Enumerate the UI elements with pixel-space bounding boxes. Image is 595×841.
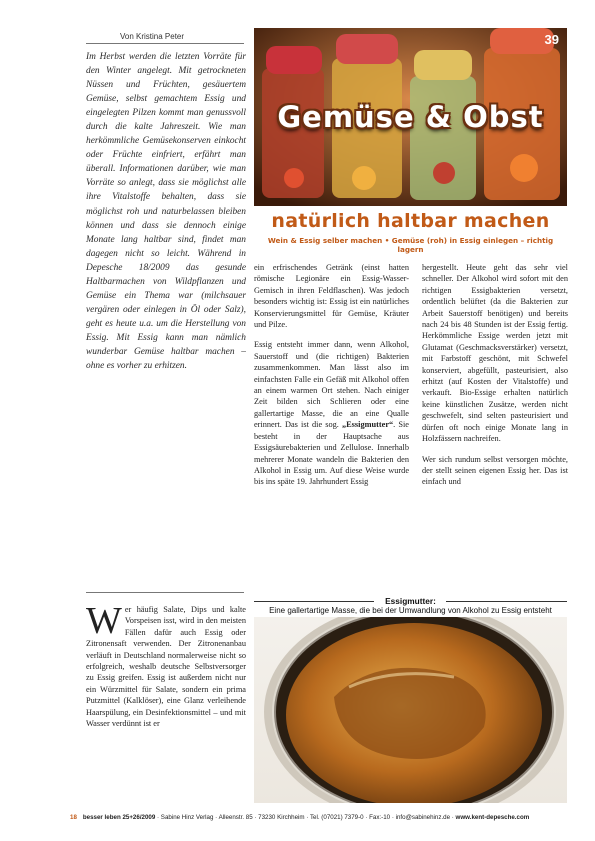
page-footer	[70, 814, 529, 821]
right-paragraph-1: hergestellt. Heute geht das sehr viel schneller. Der Alkohol wird sofort mit den richtigen Essigbakterien versetzt, ordentlich belüftet (da die Bakterien zur Arbeit Sauerstoff benötigen) und bereits nach 24 bis 48 Stunden ist der Essig fertig. Herkömmliche Essige werden jetzt mit Glutamat (Geschmacksverstärker) versetzt, mit Farbstoff geschönt, mit Schwefel konserviert, abgefüllt, pasteurisiert, also erhitzt (auf Kosten der Vitalstoffe) und verkauft. Bio-Essige erhalten natürlich keine künstlichen Zusätze, werden nicht geschwefelt, sind selten pasteurisiert und dürfen oft noch einige Monate lang in Holzfässern nachreifen.	[422, 263, 568, 444]
byline-divider	[86, 43, 244, 44]
article-title: Gemüse & Obst	[277, 100, 544, 134]
article-column-left	[86, 600, 246, 729]
drop-cap: W	[86, 600, 122, 642]
middle-paragraph-2-text-end: . Sie besteht in der Hauptsache aus Essigsäurebakterien und Zellulose. Innerhalb mehrerer Monate wandeln die Bakterien den Alkohol in Essig um. Auf diese Weise wurde bis ins späte 19. Jahrhundert Essig	[254, 420, 409, 487]
publisher-info: · Sabine Hinz Verlag · Alleenstr. 85 · 73230 Kirchheim · Tel. (07021) 7379-0 · Fax:-10 · info@sabinehinz.de ·	[155, 814, 456, 821]
article-column-right	[422, 262, 568, 497]
page-number: 18	[70, 814, 77, 821]
author-byline: Von Kristina Peter	[120, 32, 185, 41]
article-subtitle: natürlich haltbar machen	[271, 210, 550, 232]
middle-paragraph-2-text: Essig entsteht immer dann, wenn Alkohol, Sauerstoff und (die richtigen) Bakterien zusammenkommen. Man lässt also im einfachsten Falle ein Gefäß mit Alkohol offen an einem warmen Ort stehen. Nach einiger Zeit bilden sich Schlieren oder eine gallertartige Masse, die an eine Qualle erinnert. Das ist die sog.	[254, 340, 409, 430]
caption-text: Eine gallertartige Masse, die bei der Umwandlung von Alkohol zu Essig entsteht	[269, 606, 552, 615]
right-paragraph-2: Wer sich rundum selbst versorgen möchte, der stellt seinen eigenen Essig her. Das ist einfach und	[422, 454, 568, 487]
essigmutter-photo	[254, 617, 567, 803]
essigmutter-term: „Essigmutter“	[342, 420, 394, 430]
vinegar-mother-jar-illustration	[254, 617, 567, 803]
caption-title: Essigmutter:	[385, 596, 436, 606]
hero-image	[254, 28, 567, 206]
middle-paragraph-1: ein erfrischendes Getränk (einst hatten römische Legionäre ein Essig-Wasser-Gemisch in ihren Feldflaschen). Was jedoch besonders wichtig ist: Essig ist ein natürliches Konservierungsmittel für Gemüse, Kräuter und Pilze.	[254, 263, 409, 330]
website-link[interactable]: www.kent-depesche.com	[455, 814, 530, 821]
middle-paragraph-2	[254, 339, 409, 487]
article-column-middle	[254, 262, 409, 497]
lead-paragraph: Im Herbst werden die letzten Vorräte für den Winter angelegt. Mit getrockneten Nüssen und Früchten, gesäuertem Gemüse, selbst gemachtem Essig und eingelegten Pilzen kommt man genussvoll durch die kalte Jahreszeit. Wie man herkömmliche Gemüsekonserven einkocht oder Früchte einfriert, erfährt man überall. Informationen darüber, wie man Vorräte so anlegt, dass sie möglichst alle ihre Vitalstoffe behalten, dass sie möglichst roh und naturbelassen bleiben können und dass sie dennoch einige Monate lang haltbar sind, findet man dagegen nicht so leicht. Während in Depesche 18/2009 das gesunde Haltbarmachen von Wildpflanzen und Gemüse ein Thema war (milchsauer vergären oder einlegen in Öl oder Salz), geht es heute u.a. um die Herstellung von Essig. Mit Essig kann man nämlich wunderbar Gemüse haltbar machen – ohne es vorher zu erhitzen.	[86, 52, 246, 372]
left-column-text: er häufig Salate, Dips und kalte Vorspeisen isst, wird in den meisten Fällen dafür auch Essig oder Zitronensaft verwenden. Der Zitronenanbau verläuft in Deutschland normalerweise nicht so erfolgreich, weshalb deutsche Selbstversorger zu Essig greifen. Essig ist außerdem nicht nur ein Würzmittel für Salate, sondern ein prima Putzmittel (Kalklöser), eine Glanz verleihende Haarspülung, ein Desinfektionsmittel – und mit Wasser verdünnt ist er	[86, 605, 246, 729]
article-tagline: Wein & Essig selber machen • Gemüse (roh) in Essig einlegen – richtig lagern	[267, 236, 554, 254]
lead-divider	[86, 592, 244, 593]
issue-label: besser leben 25+26/2009	[82, 814, 156, 821]
page-number-top: 39	[544, 32, 559, 47]
